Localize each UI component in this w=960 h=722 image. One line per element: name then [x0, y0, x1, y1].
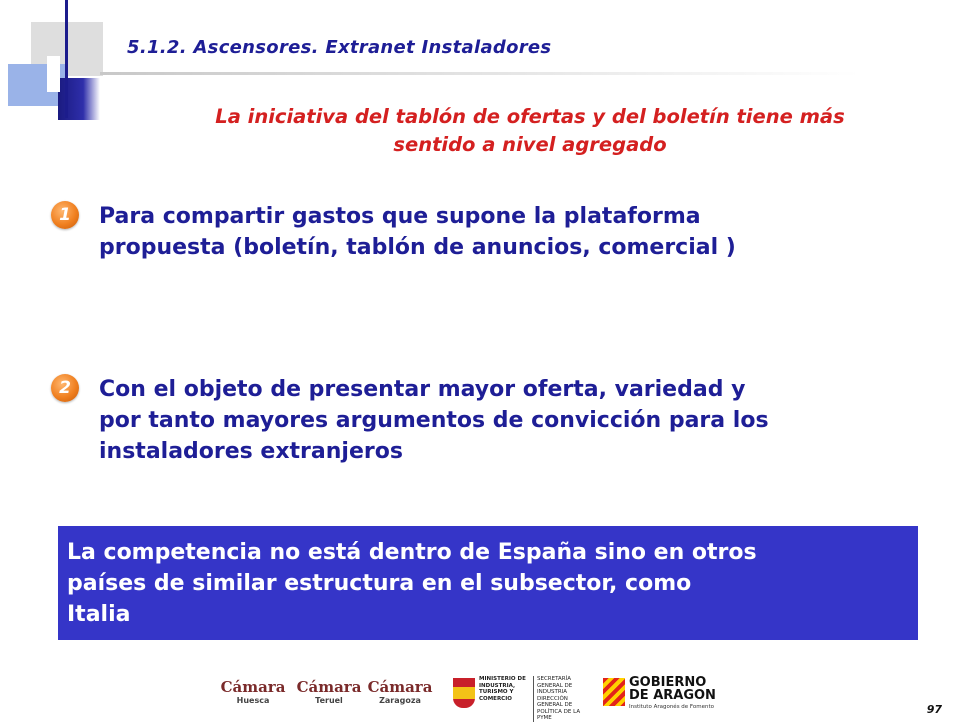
callout-line-2: países de similar estructura en el subsector, como — [67, 571, 692, 596]
ministerio-department — [533, 676, 592, 722]
aragon-flag-icon — [603, 678, 625, 706]
point-1-line-1: Para compartir gastos que supone la plataforma — [99, 204, 701, 229]
camara-teruel-word: Cámara — [296, 678, 362, 696]
section-title: 5.1.2. Ascensores. Extranet Instaladores — [127, 37, 552, 58]
point-1-text — [99, 201, 919, 263]
camara-huesca-logo — [220, 678, 286, 714]
camara-zaragoza-city: Zaragoza — [379, 696, 421, 705]
subtitle-line-2: sentido a nivel agregado — [393, 133, 667, 156]
ministerio-secretaria: SECRETARÍA GENERAL DE INDUSTRIA — [537, 676, 573, 695]
callout-line-1: La competencia no está dentro de España sino en otros — [67, 540, 757, 565]
gobierno-aragon-logo — [603, 674, 716, 716]
point-1-line-2: propuesta (boletín, tablón de anuncios, comercial ) — [99, 235, 736, 260]
ministerio-direccion: DIRECCIÓN GENERAL DE POLÍTICA DE LA PYME — [537, 695, 581, 721]
conclusion-callout — [58, 526, 918, 640]
camara-teruel-logo — [296, 678, 362, 714]
header-horizontal-rule — [100, 72, 860, 75]
number-badge-1: 1 — [51, 201, 79, 229]
camara-zaragoza-logo — [367, 678, 433, 714]
slide-subtitle — [140, 103, 920, 159]
aragon-title-1: GOBIERNO — [629, 675, 707, 690]
callout-text — [67, 537, 908, 630]
aragon-title — [629, 676, 716, 702]
aragon-title-2: DE ARAGON — [629, 688, 716, 703]
camara-teruel-city: Teruel — [315, 696, 343, 705]
ministerio-name: MINISTERIO DE INDUSTRIA, TURISMO Y COMERCIO — [479, 676, 526, 702]
header-vertical-rule — [65, 0, 68, 118]
number-badge-2: 2 — [51, 374, 79, 402]
ministerio-logo — [453, 676, 588, 721]
page-number: 97 — [926, 703, 942, 716]
point-2-line-2: por tanto mayores argumentos de convicción para los — [99, 408, 769, 433]
camara-huesca-city: Huesca — [236, 696, 270, 705]
footer-logos — [0, 670, 960, 720]
aragon-subtitle: Instituto Aragonés de Fomento — [629, 704, 715, 710]
camara-huesca-word: Cámara — [220, 678, 286, 696]
point-2-text — [99, 374, 919, 467]
camara-zaragoza-word: Cámara — [367, 678, 433, 696]
callout-line-3: Italia — [67, 602, 131, 627]
subtitle-line-1: La iniciativa del tablón de ofertas y del boletín tiene más — [215, 105, 845, 128]
point-2-line-1: Con el objeto de presentar mayor oferta, variedad y — [99, 377, 746, 402]
point-2-line-3: instaladores extranjeros — [99, 439, 403, 464]
spain-shield-icon — [453, 678, 475, 708]
header-decoration-gap — [47, 56, 60, 92]
